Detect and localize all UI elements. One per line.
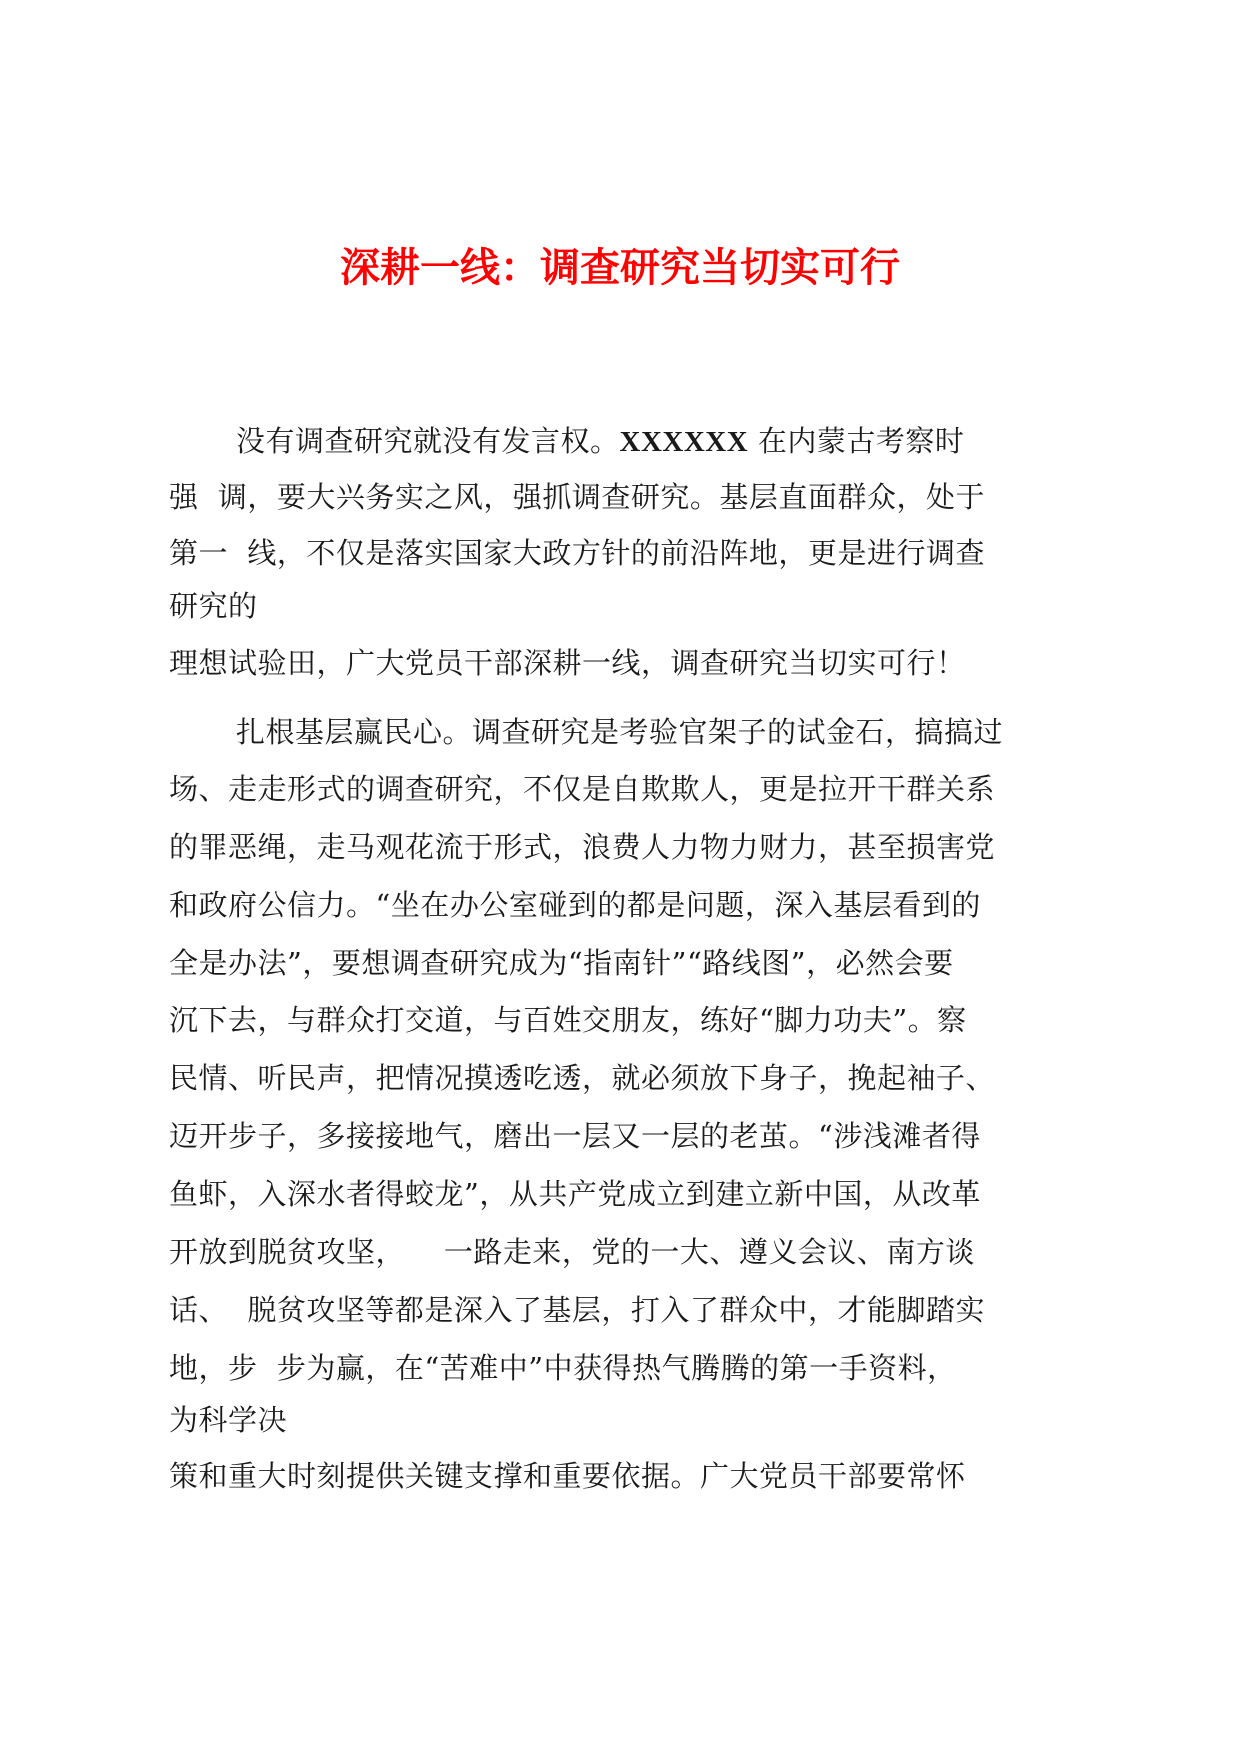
paragraph-2-line-2: 场、走走形式的调查研究，不仅是自欺欺人，更是拉开干群关系 <box>169 772 996 806</box>
paragraph-2-line-3: 的罪恶绳，走马观花流于形式，浪费人力物力财力，甚至损害党 <box>169 830 996 864</box>
paragraph-1-line-3: 第一 线，不仅是落实国家大政方针的前沿阵地，更是进行调查 <box>169 536 985 570</box>
paragraph-2-line-11: 话、 脱贫攻坚等都是深入了基层，打入了群众中，才能脚踏实 <box>169 1293 985 1327</box>
paragraph-2-line-6: 沉下去，与群众打交道，与百姓交朋友，练好“脚力功夫”。察 <box>169 1003 967 1037</box>
paragraph-1-line-1 <box>236 421 964 462</box>
paragraph-2-line-12: 地，步 步为赢，在“苦难中”中获得热气腾腾的第一手资料， <box>169 1351 957 1385</box>
paragraph-2-line-1: 扎根基层赢民心。调查研究是考验官架子的试金石，搞搞过 <box>236 715 1004 749</box>
redacted-name: XXXXXX <box>619 426 749 458</box>
paragraph-2-line-4: 和政府公信力。“坐在办公室碰到的都是问题，深入基层看到的 <box>169 888 981 922</box>
paragraph-2-line-7: 民情、听民声，把情况摸透吃透，就必须放下身子，挽起袖子、 <box>169 1061 996 1095</box>
paragraph-1-line-2: 强 调，要大兴务实之风，强抓调查研究。基层直面群众，处于 <box>169 480 985 514</box>
paragraph-1-line-4: 研究的 <box>169 589 258 623</box>
paragraph-2-line-5: 全是办法”，要想调查研究成为“指南针”“路线图”，必然会要 <box>169 946 954 980</box>
document-title: 深耕一线：调查研究当切实可行 <box>340 245 900 291</box>
paragraph-1-line-1-end: 在内蒙古考察时 <box>748 424 965 458</box>
paragraph-2-line-9: 鱼虾，入深水者得蛟龙”，从共产党成立到建立新中国，从改革 <box>169 1177 981 1211</box>
paragraph-2-line-8: 迈开步子，多接接地气，磨出一层又一层的老茧。“涉浅滩者得 <box>169 1119 981 1153</box>
paragraph-1-line-1-start: 没有调查研究就没有发言权。 <box>236 424 620 458</box>
paragraph-2-line-10: 开放到脱贫攻坚， 一路走来，党的一大、遵义会议、南方谈 <box>169 1235 975 1269</box>
paragraph-1-line-5: 理想试验田，广大党员干部深耕一线，调查研究当切实可行！ <box>169 646 966 680</box>
paragraph-2-line-14: 策和重大时刻提供关键支撑和重要依据。广大党员干部要常怀 <box>169 1459 966 1493</box>
paragraph-2-line-13: 为科学决 <box>169 1403 288 1437</box>
